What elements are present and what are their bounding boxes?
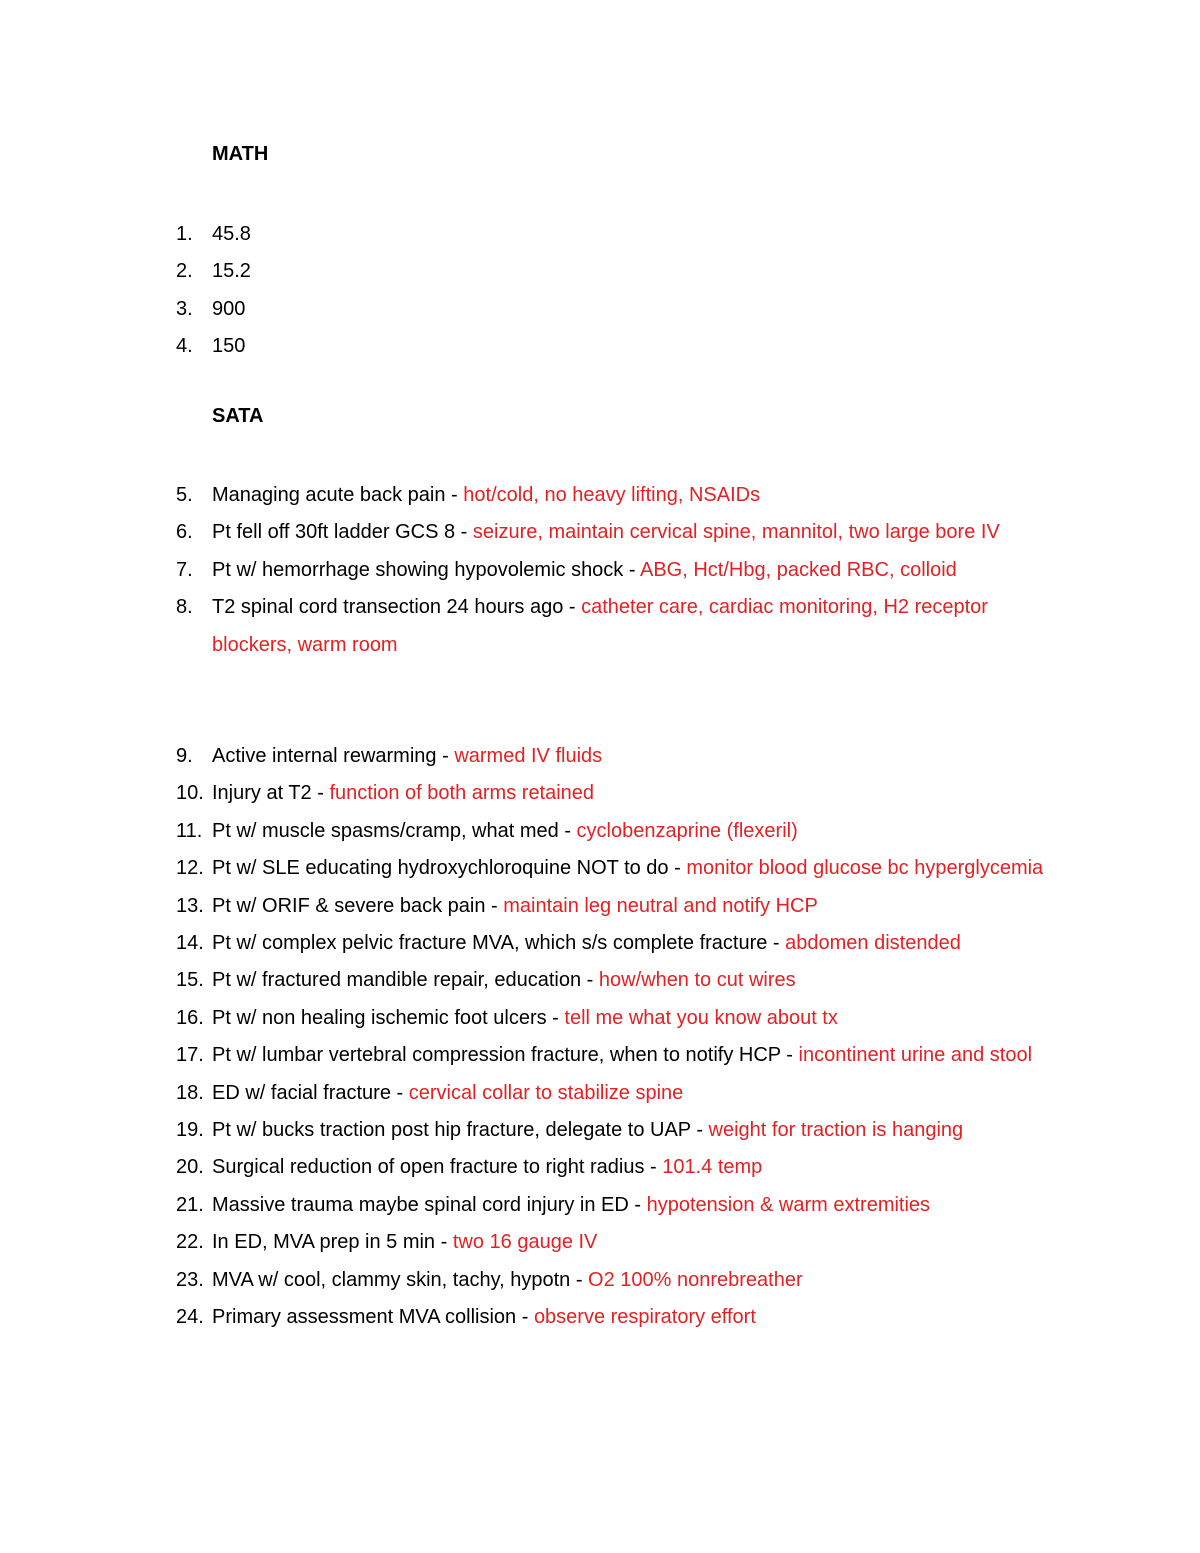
item-number: 5. [176,484,193,506]
list-item [0,253,1062,290]
item-text: 15.2 [212,260,251,283]
list-item [0,850,1062,887]
item-number: 4. [176,335,193,358]
list-item [0,514,1062,551]
item-answer: hot/cold, no heavy lifting, NSAIDs [463,484,761,506]
item-answer: abdomen distended [785,932,961,955]
list-item [0,1075,1062,1112]
sata-answer-list-continued [0,738,1062,1337]
list-item [0,1224,1062,1261]
list-item [0,552,1062,589]
item-text: 900 [212,297,246,320]
item-number: 19. [176,1119,204,1142]
item-answer: function of both arms retained [329,782,595,805]
item-number: 10. [176,782,204,805]
item-answer: tell me what you know about tx [564,1006,838,1029]
sata-answer-list [0,477,1062,664]
list-item [0,1187,1062,1224]
item-number: 21. [176,1193,204,1216]
list-item [0,1112,1062,1149]
item-answer: how/when to cut wires [598,969,796,992]
item-number: 11. [176,819,203,842]
list-item [0,1299,1062,1336]
item-number: 6. [176,521,193,544]
item-answer: warmed IV fluids [454,745,603,767]
list-item [0,291,1062,328]
item-answer: maintain leg neutral and notify HCP [503,894,818,917]
item-question: Pt w/ ORIF & severe back pain - [212,894,504,917]
item-number: 16. [176,1006,204,1029]
item-question: Pt w/ SLE educating hydroxychloroquine NOT to do - [212,857,687,880]
item-text: 150 [212,335,246,358]
list-item [0,589,1062,664]
list-item [0,775,1062,812]
item-question: T2 spinal cord transection 24 hours ago - [212,596,582,619]
item-answer: seizure, maintain cervical spine, mannitol, two large bore IV [472,521,1000,544]
item-question: Managing acute back pain - [212,484,464,506]
item-number: 23. [176,1268,204,1291]
item-question: Pt w/ bucks traction post hip fracture, delegate to UAP - [212,1119,709,1142]
list-item [0,962,1062,999]
item-question: Pt fell off 30ft ladder GCS 8 - [212,521,473,544]
item-number: 3. [176,297,193,320]
item-question: Pt w/ muscle spasms/cramp, what med - [212,819,577,842]
item-question: In ED, MVA prep in 5 min - [212,1231,453,1254]
list-item [0,216,1062,253]
item-number: 2. [176,260,193,283]
math-answer-list [0,216,1062,366]
item-question: Pt w/ hemorrhage showing hypovolemic shock - [212,558,640,581]
item-answer: O2 100% nonrebreather [588,1268,803,1291]
item-question: Pt w/ fractured mandible repair, education - [212,969,599,992]
item-number: 15. [176,969,204,992]
list-item [0,888,1062,925]
list-item [0,925,1062,962]
item-number: 9. [176,745,193,767]
item-number: 13. [176,894,204,917]
list-item [0,1037,1062,1074]
item-number: 17. [176,1044,204,1067]
item-question: Injury at T2 - [212,782,330,805]
item-answer: weight for traction is hanging [708,1119,964,1142]
item-number: 1. [176,223,193,245]
item-text: 45.8 [212,223,251,245]
item-answer: cyclobenzaprine (flexeril) [576,819,798,842]
item-answer: observe respiratory effort [533,1306,756,1329]
list-item [0,1262,1062,1299]
list-item [0,477,1062,514]
item-question: Pt w/ complex pelvic fracture MVA, which s/s complete fracture - [212,932,786,955]
item-question: Active internal rewarming - [212,745,455,767]
list-item [0,328,1062,365]
list-item [0,813,1062,850]
item-answer: ABG, Hct/Hbg, packed RBC, colloid [639,558,957,581]
item-answer: incontinent urine and stool [798,1044,1033,1067]
section-heading-math: MATH [212,143,269,165]
item-question: MVA w/ cool, clammy skin, tachy, hypotn - [212,1268,589,1291]
list-item [0,738,1062,775]
item-number: 22. [176,1231,204,1254]
item-answer: monitor blood glucose bc hyperglycemia [686,857,1044,880]
item-number: 12. [176,857,204,880]
item-question: Surgical reduction of open fracture to right radius - [212,1156,663,1179]
list-item [0,1149,1062,1186]
item-question: Pt w/ non healing ischemic foot ulcers - [212,1006,565,1029]
item-question: Massive trauma maybe spinal cord injury in ED - [212,1193,647,1216]
item-answer: catheter care, cardiac monitoring, H2 receptor blockers, warm room [212,596,988,656]
item-number: 7. [176,558,193,581]
item-number: 8. [176,596,193,619]
item-question: ED w/ facial fracture - [212,1081,409,1104]
item-question: Primary assessment MVA collision - [212,1306,534,1329]
item-number: 24. [176,1306,204,1329]
item-number: 20. [176,1156,204,1179]
section-heading-sata: SATA [212,405,264,427]
item-answer: hypotension & warm extremities [646,1193,931,1216]
item-number: 18. [176,1081,204,1104]
item-question: Pt w/ lumbar vertebral compression fracture, when to notify HCP - [212,1044,799,1067]
item-answer: cervical collar to stabilize spine [408,1081,684,1104]
list-item [0,1000,1062,1037]
item-answer: two 16 gauge IV [452,1231,598,1254]
item-number: 14. [176,932,204,955]
item-answer: 101.4 temp [662,1156,763,1179]
